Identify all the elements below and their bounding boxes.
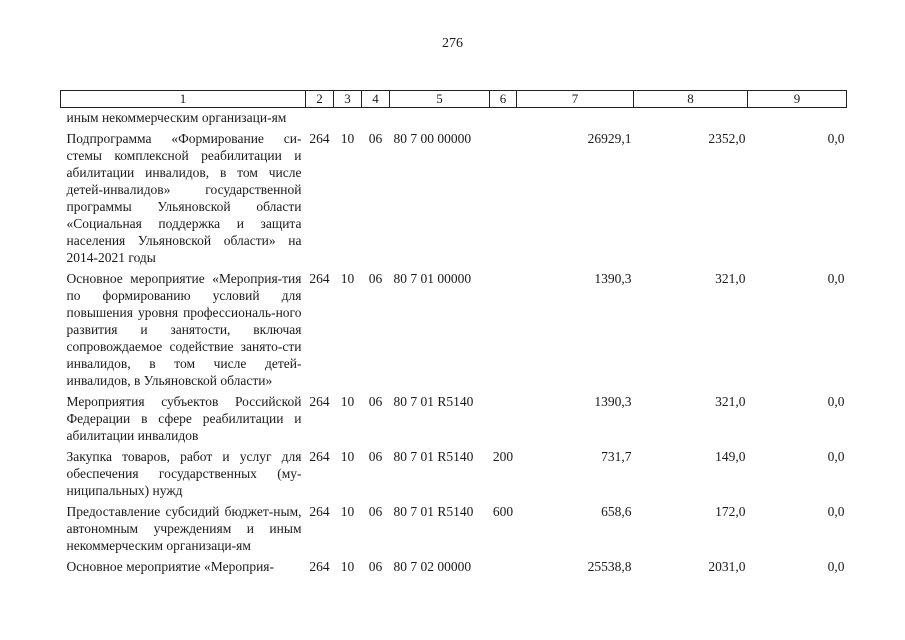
cell-target-article: 80 7 01 00000 [393, 271, 472, 286]
table-row [61, 389, 847, 444]
cell-amount-8: 2031,0 [708, 559, 746, 574]
cell-amount-8 [634, 108, 748, 127]
table-row [61, 126, 847, 266]
budget-table [60, 90, 847, 575]
cell-amount-8: 149,0 [715, 449, 746, 464]
cell-target-article [390, 108, 490, 127]
cell-ministry-code: 264 [309, 449, 330, 464]
cell-amount-9: 0,0 [827, 559, 845, 574]
cell-subsection-code: 06 [368, 271, 383, 286]
cell-target-article: 80 7 01 R5140 [393, 394, 474, 409]
table-row [61, 266, 847, 389]
cell-expense-type [490, 389, 517, 444]
cell-section-code: 10 [340, 131, 355, 146]
row-name: Предоставление субсидий бюджет-ным, автономным учреждениям и иным некоммерческим организаци-ям [66, 504, 302, 553]
cell-expense-type [490, 126, 517, 266]
row-name: Основное мероприятие «Мероприя-тия по формированию условий для повышения уровня профессиональ-ного развития и занятости, включая сопровождаемое содействие занято-сти инвалидов, в том числе детей-инвалидов, в Ульяновской области» [66, 271, 302, 388]
cell-section-code: 10 [340, 504, 355, 519]
cell-ministry-code: 264 [309, 394, 330, 409]
column-header-2: 2 [306, 91, 334, 108]
table-row [61, 554, 847, 575]
cell-subsection-code [362, 108, 390, 127]
cell-ministry-code: 264 [309, 131, 330, 146]
cell-expense-type: 600 [492, 504, 514, 519]
row-name: Закупка товаров, работ и услуг для обеспечения государственных (му-ниципальных) нужд [66, 449, 302, 498]
row-name: иным некоммерческим организаци-ям [66, 110, 287, 125]
column-header-4: 4 [362, 91, 390, 108]
row-name: Мероприятия субъектов Российской Федерации в сфере реабилитации и абилитации инвалидов [66, 394, 302, 443]
column-header-3: 3 [334, 91, 362, 108]
cell-amount-8: 172,0 [715, 504, 746, 519]
cell-amount-9: 0,0 [827, 271, 845, 286]
cell-amount-8: 2352,0 [708, 131, 746, 146]
column-header-5: 5 [390, 91, 490, 108]
row-name: Основное мероприятие «Мероприя- [66, 559, 275, 574]
cell-ministry-code: 264 [309, 559, 330, 574]
cell-amount-9: 0,0 [827, 504, 845, 519]
column-header-6: 6 [490, 91, 517, 108]
cell-subsection-code: 06 [368, 449, 383, 464]
cell-target-article: 80 7 01 R5140 [393, 504, 474, 519]
cell-amount-7: 658,6 [601, 504, 632, 519]
cell-amount-9 [748, 108, 847, 127]
cell-expense-type [490, 554, 517, 575]
cell-section-code: 10 [340, 449, 355, 464]
column-header-8: 8 [634, 91, 748, 108]
cell-section-code [334, 108, 362, 127]
cell-amount-7: 1390,3 [594, 394, 632, 409]
cell-amount-7: 25538,8 [587, 559, 632, 574]
cell-amount-7 [517, 108, 634, 127]
cell-target-article: 80 7 00 00000 [393, 131, 472, 146]
cell-section-code: 10 [340, 271, 355, 286]
table-row [61, 444, 847, 499]
cell-ministry-code: 264 [309, 504, 330, 519]
cell-expense-type [490, 266, 517, 389]
cell-amount-9: 0,0 [827, 131, 845, 146]
cell-section-code: 10 [340, 394, 355, 409]
column-header-9: 9 [748, 91, 847, 108]
table-row [61, 499, 847, 554]
row-name: Подпрограмма «Формирование си-стемы комплексной реабилитации и абилитации инвалидов, в том числе детей-инвалидов» государственной программы Ульяновской области «Социальная поддержка и защита населения Ульяновской области» на 2014-2021 годы [66, 131, 302, 265]
cell-subsection-code: 06 [368, 394, 383, 409]
cell-ministry-code [306, 108, 334, 127]
table-row [61, 108, 847, 127]
cell-target-article: 80 7 02 00000 [393, 559, 472, 574]
cell-amount-8: 321,0 [715, 394, 746, 409]
column-header-7: 7 [517, 91, 634, 108]
cell-amount-7: 26929,1 [587, 131, 632, 146]
cell-amount-9: 0,0 [827, 449, 845, 464]
cell-amount-9: 0,0 [827, 394, 845, 409]
cell-expense-type [490, 108, 517, 127]
cell-ministry-code: 264 [309, 271, 330, 286]
cell-subsection-code: 06 [368, 559, 383, 574]
cell-expense-type: 200 [492, 449, 514, 464]
cell-amount-8: 321,0 [715, 271, 746, 286]
cell-target-article: 80 7 01 R5140 [393, 449, 474, 464]
cell-amount-7: 731,7 [601, 449, 632, 464]
cell-amount-7: 1390,3 [594, 271, 632, 286]
page-number: 276 [442, 36, 463, 51]
cell-section-code: 10 [340, 559, 355, 574]
header-row [61, 91, 847, 108]
cell-subsection-code: 06 [368, 131, 383, 146]
cell-subsection-code: 06 [368, 504, 383, 519]
column-header-1: 1 [61, 91, 306, 108]
